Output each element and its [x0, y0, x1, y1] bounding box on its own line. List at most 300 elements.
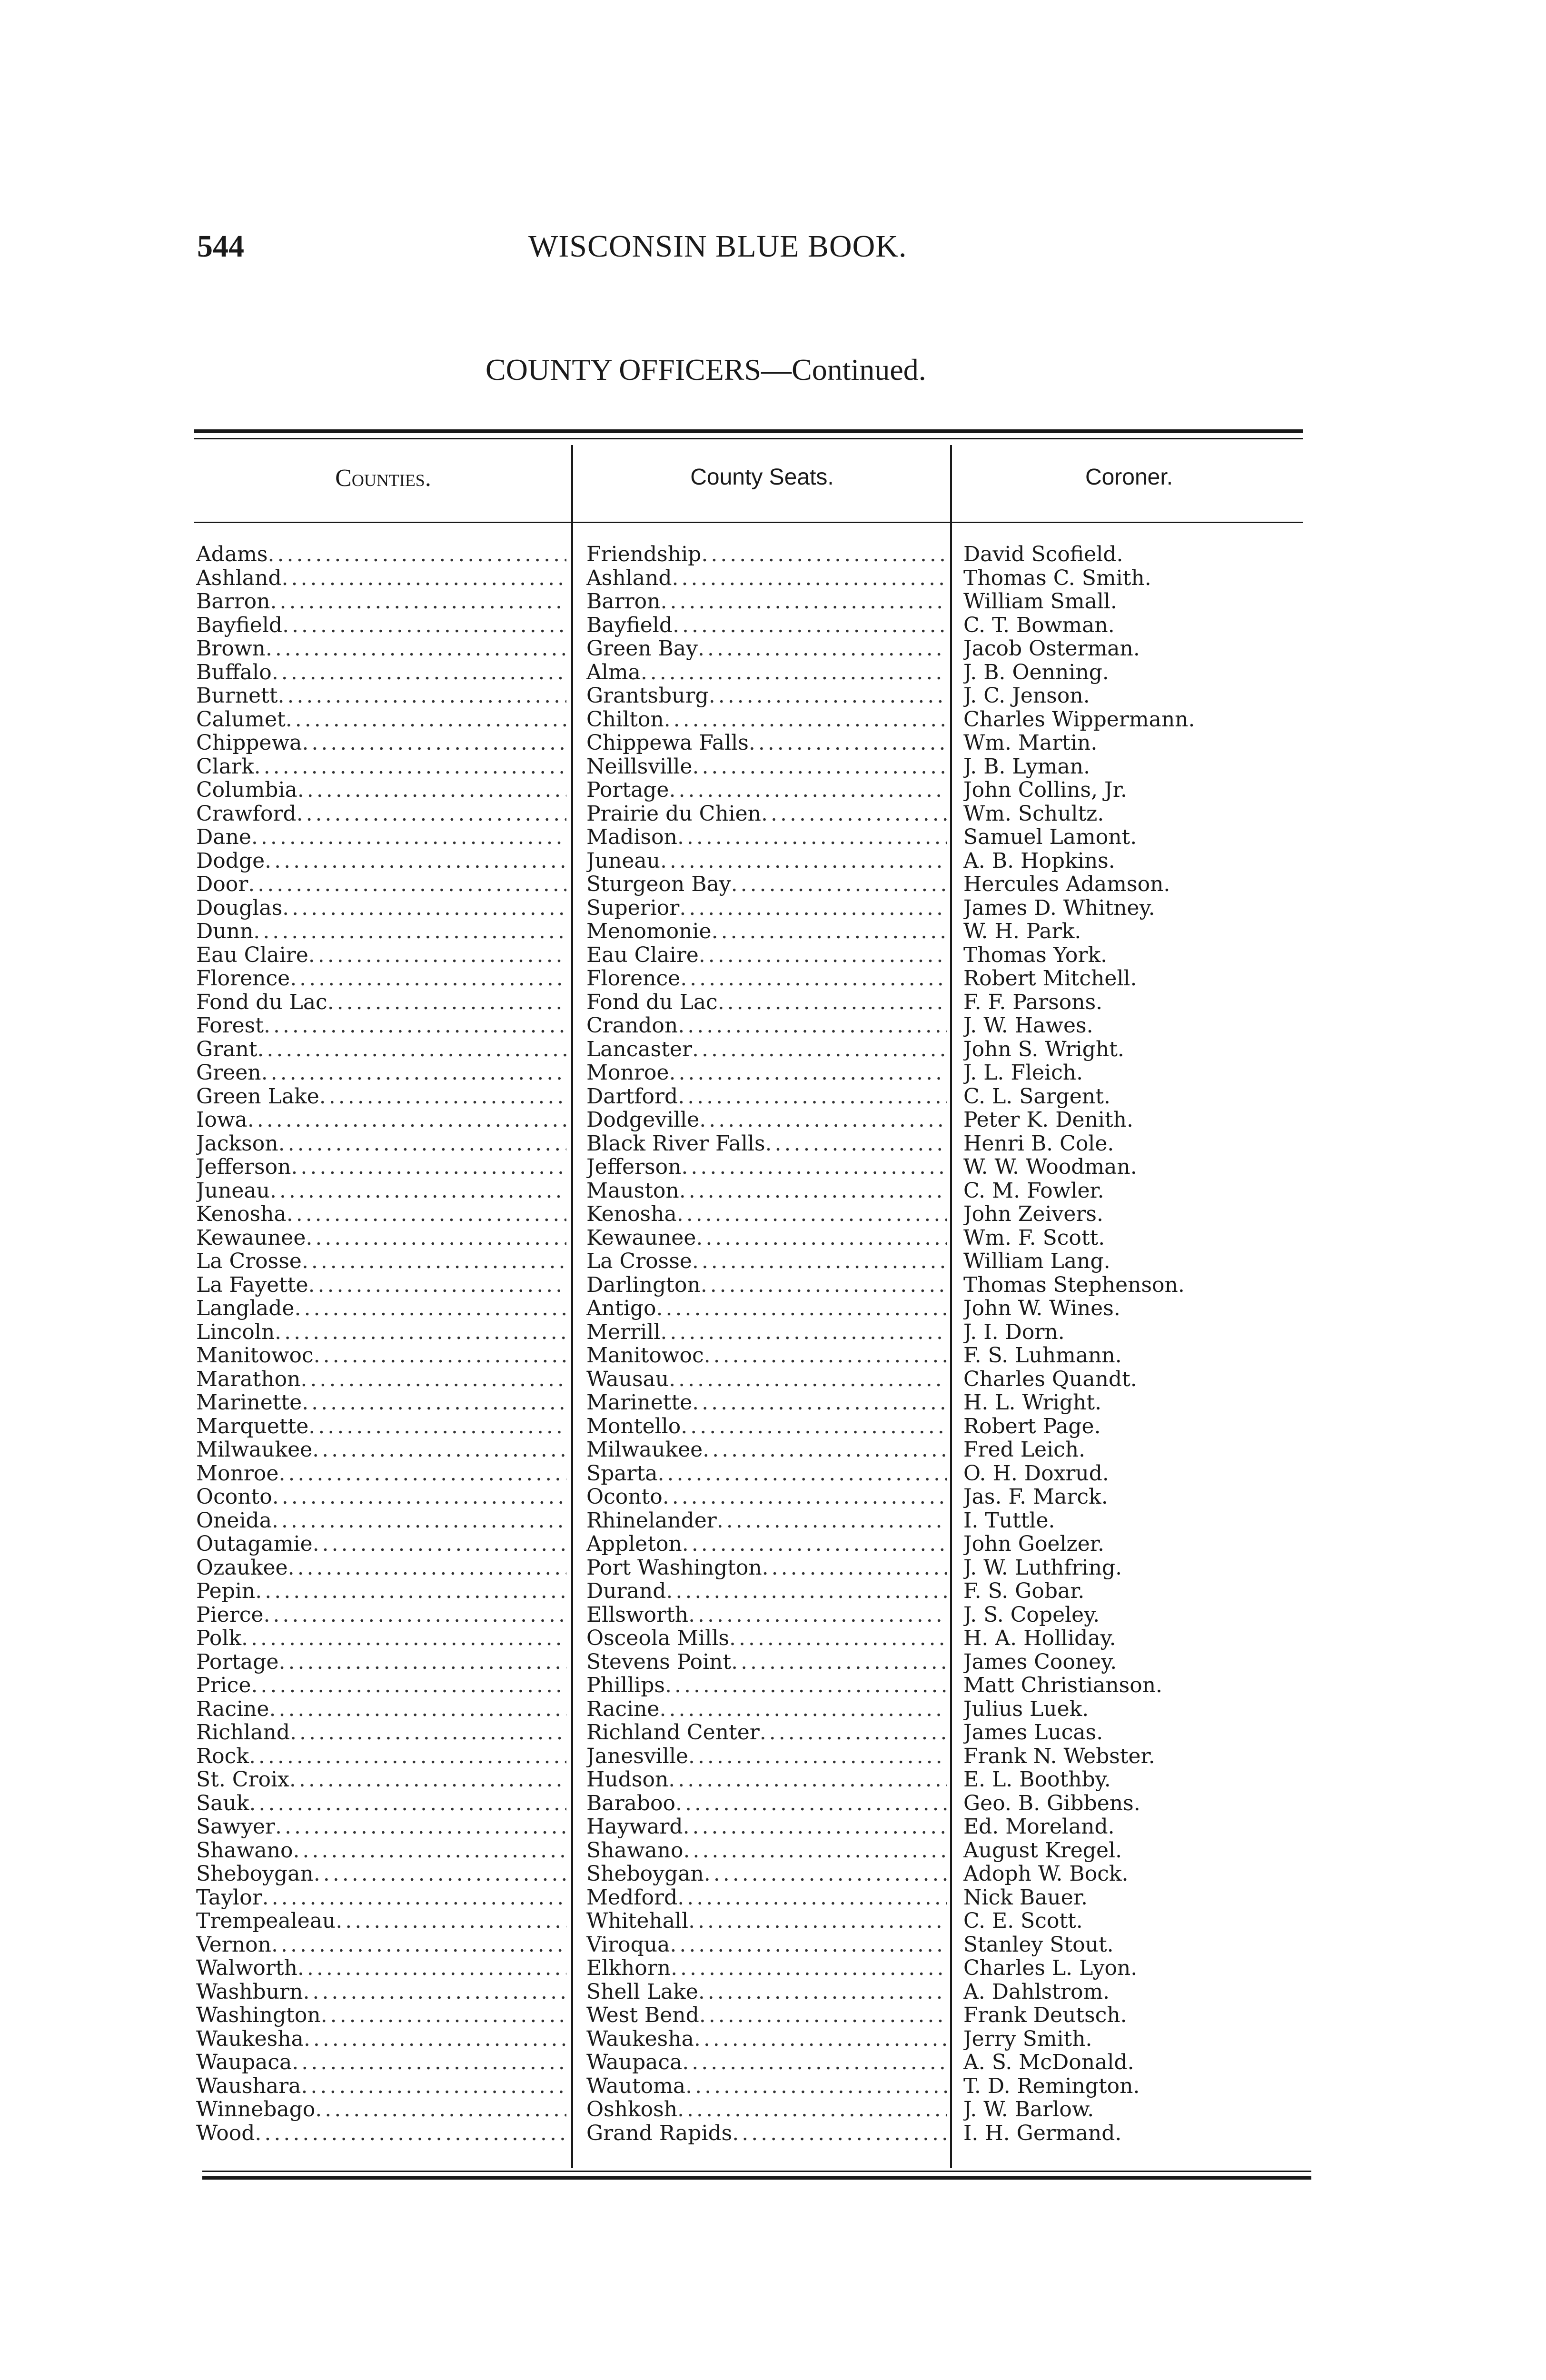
coroner-name: W. H. Park.: [963, 920, 1081, 943]
dot-leader: [672, 566, 947, 590]
county-seat-cell: [586, 1839, 947, 1863]
coroner-name: Julius Luek.: [963, 1697, 1089, 1721]
county-name-cell: [196, 1391, 566, 1415]
county-name: Marquette: [196, 1414, 309, 1438]
coroner-name-cell: [963, 1179, 1287, 1203]
table-row: [0, 2122, 1546, 2145]
county-name-cell: [196, 755, 566, 779]
dot-leader: [297, 1956, 566, 1980]
county-name: Adams: [196, 543, 268, 566]
county-name-cell: [196, 2003, 566, 2027]
county-seat: Madison: [586, 825, 677, 849]
dot-leader: [287, 1202, 566, 1226]
coroner-name: Ed. Moreland.: [963, 1815, 1115, 1839]
county-name: Dunn: [196, 920, 254, 943]
dot-leader: [669, 1061, 947, 1085]
county-seat: Oshkosh: [586, 2098, 678, 2122]
table-row: [0, 1038, 1546, 1061]
county-name: Fond du Lac: [196, 990, 327, 1014]
county-seat: Merrill: [586, 1320, 661, 1344]
coroner-name-cell: [963, 1815, 1287, 1839]
table-row: [0, 1108, 1546, 1132]
table-title: COUNTY OFFICERS—Continued.: [486, 353, 926, 387]
coroner-name: August Kregel.: [963, 1838, 1122, 1862]
dot-leader: [731, 1650, 947, 1674]
dot-leader: [658, 1462, 948, 1486]
county-name-cell: [196, 825, 566, 849]
coroner-name: James Lucas.: [963, 1721, 1103, 1745]
county-seat-cell: [586, 1674, 947, 1697]
county-seat-cell: [586, 849, 947, 873]
dot-leader: [641, 661, 947, 684]
county-name: Marinette: [196, 1391, 302, 1415]
dot-leader: [663, 1485, 947, 1509]
dot-leader: [688, 1603, 947, 1627]
dot-leader: [675, 1792, 947, 1815]
coroner-name-cell: [963, 1674, 1287, 1697]
county-name: Ozaukee: [196, 1556, 288, 1579]
dot-leader: [308, 943, 566, 967]
county-name: Monroe: [196, 1461, 279, 1485]
county-seat-cell: [586, 1556, 947, 1580]
coroner-name-cell: [963, 2074, 1287, 2098]
dot-leader: [300, 1368, 566, 1391]
coroner-name-cell: [963, 2098, 1287, 2122]
county-seat: Jefferson: [586, 1155, 682, 1179]
county-name: Bayfield: [196, 613, 283, 637]
dot-leader: [677, 825, 947, 849]
county-seat-cell: [586, 1297, 947, 1320]
table-row: [0, 1839, 1546, 1863]
coroner-name: H. L. Wright.: [963, 1391, 1102, 1415]
coroner-name-cell: [963, 2003, 1287, 2027]
coroner-name: J. B. Oenning.: [963, 660, 1109, 684]
county-seat-cell: [586, 1273, 947, 1297]
county-seat: Grand Rapids: [586, 2121, 733, 2145]
table-row: [0, 2003, 1546, 2027]
county-name: Juneau: [196, 1179, 270, 1202]
dot-leader: [679, 1179, 947, 1203]
table-row: [0, 2074, 1546, 2098]
table-row: [0, 1579, 1546, 1603]
county-name: La Fayette: [196, 1273, 308, 1297]
county-seat: Monroe: [586, 1061, 669, 1085]
dot-leader: [673, 614, 947, 637]
county-seat-cell: [586, 1061, 947, 1085]
table-row: [0, 1509, 1546, 1533]
table-body: [0, 543, 1546, 2145]
dot-leader: [765, 1132, 947, 1156]
county-seat: Durand: [586, 1579, 666, 1603]
dot-leader: [703, 1438, 947, 1462]
county-name: Door: [196, 873, 248, 896]
coroner-name-cell: [963, 1862, 1287, 1886]
table-row: [0, 873, 1546, 896]
county-name: Dodge: [196, 849, 265, 873]
coroner-name: J. L. Fleich.: [963, 1061, 1083, 1085]
coroner-name-cell: [963, 920, 1287, 943]
dot-leader: [761, 802, 947, 826]
county-name-cell: [196, 1862, 566, 1886]
dot-leader: [327, 991, 566, 1014]
county-seat: Sparta: [586, 1461, 658, 1485]
county-seat: Waupaca: [586, 2051, 683, 2074]
coroner-name: James D. Whitney.: [963, 896, 1155, 920]
county-seat-cell: [586, 1438, 947, 1462]
county-name: Waukesha: [196, 2027, 304, 2051]
county-name-cell: [196, 731, 566, 755]
coroner-name-cell: [963, 1108, 1287, 1132]
coroner-name-cell: [963, 1697, 1287, 1721]
dot-leader: [682, 1532, 947, 1556]
county-seat: Barron: [586, 590, 661, 614]
table-row: [0, 1626, 1546, 1650]
dot-leader: [670, 1933, 947, 1957]
dot-leader: [248, 1108, 566, 1132]
dot-leader: [685, 2074, 947, 2098]
county-name: Chippewa: [196, 731, 302, 755]
table-row: [0, 1862, 1546, 1886]
table-row: [0, 1250, 1546, 1273]
dot-leader: [694, 2027, 947, 2051]
coroner-name-cell: [963, 1886, 1287, 1910]
county-name-cell: [196, 543, 566, 566]
county-name: Barron: [196, 590, 270, 614]
county-name-cell: [196, 802, 566, 826]
county-seat-cell: [586, 1155, 947, 1179]
county-name: Forest: [196, 1014, 264, 1038]
dot-leader: [282, 614, 566, 637]
county-name-cell: [196, 1626, 566, 1650]
county-seat: Ellsworth: [586, 1603, 689, 1626]
dot-leader: [698, 1980, 947, 2004]
dot-leader: [731, 873, 947, 896]
table-row: [0, 802, 1546, 826]
county-name-cell: [196, 2122, 566, 2145]
coroner-name-cell: [963, 684, 1287, 708]
county-seat-cell: [586, 543, 947, 566]
table-row: [0, 1202, 1546, 1226]
county-name-cell: [196, 1297, 566, 1320]
coroner-name-cell: [963, 1579, 1287, 1603]
coroner-name: J. C. Jenson.: [963, 684, 1090, 708]
county-seat-cell: [586, 1650, 947, 1674]
coroner-name: J. W. Hawes.: [963, 1014, 1093, 1038]
county-name: Sheboygan: [196, 1862, 314, 1886]
dot-leader: [264, 1014, 566, 1038]
county-name: Sawyer: [196, 1815, 275, 1839]
county-seat: Racine: [586, 1697, 660, 1721]
table-row: [0, 637, 1546, 661]
coroner-name: F. F. Parsons.: [963, 990, 1103, 1014]
dot-leader: [272, 661, 566, 684]
dot-leader: [677, 1886, 947, 1910]
county-name-cell: [196, 1509, 566, 1533]
county-name-cell: [196, 873, 566, 896]
dot-leader: [659, 1697, 947, 1721]
county-name: Winnebago: [196, 2098, 316, 2122]
coroner-name: O. H. Doxrud.: [963, 1461, 1109, 1485]
coroner-name-cell: [963, 1344, 1287, 1368]
dot-leader: [709, 684, 947, 708]
county-name-cell: [196, 684, 566, 708]
dot-leader: [253, 920, 566, 943]
county-seat: Antigo: [586, 1297, 656, 1320]
dot-leader: [241, 1626, 566, 1650]
coroner-name-cell: [963, 755, 1287, 779]
county-seat: Stevens Point: [586, 1650, 732, 1674]
coroner-name-cell: [963, 1368, 1287, 1391]
county-seat: Phillips: [586, 1674, 665, 1697]
county-seat-cell: [586, 661, 947, 684]
county-name-cell: [196, 1085, 566, 1109]
table-row: [0, 1014, 1546, 1038]
coroner-name: J. S. Copeley.: [963, 1603, 1100, 1626]
dot-leader: [692, 1038, 947, 1061]
table-row: [0, 543, 1546, 566]
coroner-name-cell: [963, 967, 1287, 991]
coroner-name-cell: [963, 849, 1287, 873]
table-row: [0, 825, 1546, 849]
county-seat-cell: [586, 1509, 947, 1533]
coroner-name-cell: [963, 708, 1287, 732]
dot-leader: [677, 1202, 947, 1226]
coroner-name: Peter K. Denith.: [963, 1108, 1133, 1132]
table-row: [0, 590, 1546, 614]
dot-leader: [760, 1721, 947, 1745]
coroner-name-cell: [963, 802, 1287, 826]
county-seat-cell: [586, 2098, 947, 2122]
top-rule-thin: [194, 438, 1303, 439]
county-seat: Neillsville: [586, 754, 693, 778]
dot-leader: [297, 802, 566, 826]
county-name: Vernon: [196, 1933, 271, 1956]
coroner-name-cell: [963, 1768, 1287, 1792]
coroner-name: I. H. Germand.: [963, 2121, 1122, 2145]
running-title: WISCONSIN BLUE BOOK.: [528, 229, 907, 264]
county-seat: Lancaster: [586, 1037, 692, 1061]
table-row: [0, 1886, 1546, 1910]
county-name-cell: [196, 1438, 566, 1462]
county-name-cell: [196, 1014, 566, 1038]
coroner-name-cell: [963, 896, 1287, 920]
table-row: [0, 661, 1546, 684]
county-name: Buffalo: [196, 660, 272, 684]
table-row: [0, 684, 1546, 708]
dot-leader: [249, 1745, 566, 1768]
coroner-name: A. Dahlstrom.: [963, 1980, 1110, 2003]
coroner-name-cell: [963, 1485, 1287, 1509]
county-seat: Waukesha: [586, 2027, 694, 2051]
table-row: [0, 1815, 1546, 1839]
county-name-cell: [196, 1108, 566, 1132]
coroner-name-cell: [963, 637, 1287, 661]
county-name: Wood: [196, 2121, 255, 2145]
bottom-rule-thin: [202, 2171, 1311, 2172]
county-name: Burnett: [196, 684, 278, 708]
county-seat: Medford: [586, 1885, 678, 1909]
dot-leader: [696, 1226, 947, 1250]
county-seat-cell: [586, 2074, 947, 2098]
county-seat: Port Washington: [586, 1556, 762, 1579]
table-row: [0, 1556, 1546, 1580]
county-name-cell: [196, 637, 566, 661]
coroner-name: F. S. Gobar.: [963, 1579, 1085, 1603]
coroner-name-cell: [963, 1273, 1287, 1297]
county-seat-cell: [586, 755, 947, 779]
coroner-name: John S. Wright.: [963, 1037, 1124, 1061]
county-name-cell: [196, 2074, 566, 2098]
county-seat: Kewaunee: [586, 1226, 696, 1250]
table-row: [0, 1391, 1546, 1415]
coroner-name: Adoph W. Bock.: [963, 1862, 1129, 1886]
county-seat-cell: [586, 825, 947, 849]
coroner-name-cell: [963, 1839, 1287, 1863]
table-row: [0, 1485, 1546, 1509]
coroner-name-cell: [963, 1650, 1287, 1674]
county-seat-cell: [586, 1815, 947, 1839]
county-name: Price: [196, 1674, 251, 1697]
county-name-cell: [196, 1462, 566, 1486]
county-seat-cell: [586, 1179, 947, 1203]
coroner-name: Thomas Stephenson.: [963, 1273, 1185, 1297]
coroner-name-cell: [963, 1933, 1287, 1957]
county-seat: Black River Falls: [586, 1131, 765, 1155]
dot-leader: [717, 1509, 947, 1533]
county-name: Waushara: [196, 2074, 301, 2098]
coroner-name-cell: [963, 778, 1287, 802]
dot-leader: [255, 1579, 566, 1603]
county-name: Green Lake: [196, 1084, 319, 1108]
coroner-name-cell: [963, 1250, 1287, 1273]
coroner-name-cell: [963, 1297, 1287, 1320]
county-name-cell: [196, 1674, 566, 1697]
coroner-name: Geo. B. Gibbens.: [963, 1791, 1140, 1815]
county-seat-cell: [586, 1391, 947, 1415]
county-seat: Sheboygan: [586, 1862, 704, 1886]
dot-leader: [699, 1108, 947, 1132]
county-seat: Viroqua: [586, 1933, 670, 1956]
dot-leader: [312, 1438, 566, 1462]
table-row: [0, 1933, 1546, 1957]
coroner-name: Thomas C. Smith.: [963, 566, 1151, 590]
table-row: [0, 1909, 1546, 1933]
county-seat: Appleton: [586, 1532, 682, 1556]
county-seat-cell: [586, 731, 947, 755]
coroner-name-cell: [963, 2122, 1287, 2145]
dot-leader: [699, 943, 947, 967]
county-seat-cell: [586, 1462, 947, 1486]
county-seat-cell: [586, 1579, 947, 1603]
county-name-cell: [196, 1250, 566, 1273]
table-row: [0, 708, 1546, 732]
coroner-name-cell: [963, 1438, 1287, 1462]
county-seat-cell: [586, 1792, 947, 1815]
table-row: [0, 1132, 1546, 1156]
dot-leader: [262, 1886, 566, 1910]
dot-leader: [666, 1579, 947, 1603]
coroner-name-cell: [963, 590, 1287, 614]
coroner-name-cell: [963, 731, 1287, 755]
top-rule-thick: [194, 429, 1303, 433]
dot-leader: [304, 2027, 566, 2051]
table-row: [0, 1674, 1546, 1697]
dot-leader: [336, 1909, 566, 1933]
county-seat: Richland Center: [586, 1721, 760, 1745]
county-seat-cell: [586, 1202, 947, 1226]
county-seat: Ashland: [586, 566, 672, 590]
county-seat: Wausau: [586, 1367, 669, 1391]
county-name-cell: [196, 1579, 566, 1603]
county-seat-cell: [586, 1980, 947, 2004]
coroner-name-cell: [963, 1626, 1287, 1650]
county-name-cell: [196, 1839, 566, 1863]
county-name: Walworth: [196, 1956, 297, 1980]
dot-leader: [278, 1462, 566, 1486]
dot-leader: [278, 1650, 566, 1674]
county-name: Sauk: [196, 1791, 249, 1815]
dot-leader: [678, 1014, 947, 1038]
table-row: [0, 1273, 1546, 1297]
county-name-cell: [196, 1320, 566, 1344]
coroner-name: C. E. Scott.: [963, 1909, 1083, 1933]
table-row: [0, 731, 1546, 755]
county-name: Outagamie: [196, 1532, 313, 1556]
county-seat-cell: [586, 802, 947, 826]
county-seat: Mauston: [586, 1179, 679, 1202]
county-name-cell: [196, 1650, 566, 1674]
coroner-name-cell: [963, 1532, 1287, 1556]
county-name: Columbia: [196, 778, 297, 802]
coroner-name: Charles Wippermann.: [963, 707, 1195, 731]
county-name-cell: [196, 566, 566, 590]
county-name-cell: [196, 1155, 566, 1179]
table-row: [0, 1462, 1546, 1486]
coroner-name: John Goelzer.: [963, 1532, 1104, 1556]
county-seat: Oconto: [586, 1485, 663, 1509]
county-seat-cell: [586, 1532, 947, 1556]
dot-leader: [701, 543, 947, 566]
dot-leader: [275, 1815, 566, 1839]
coroner-name: A. B. Hopkins.: [963, 849, 1115, 873]
county-seat: Rhinelander: [586, 1508, 717, 1532]
dot-leader: [302, 731, 566, 755]
coroner-name-cell: [963, 1721, 1287, 1745]
dot-leader: [255, 2122, 566, 2145]
column-header-coroner: Coroner.: [1085, 465, 1173, 490]
dot-leader: [251, 1674, 566, 1697]
county-name: Shawano: [196, 1838, 293, 1862]
county-name: Pepin: [196, 1579, 256, 1603]
county-name: St. Croix: [196, 1768, 289, 1792]
column-header-counties: Counties.: [335, 465, 431, 492]
county-seat: Crandon: [586, 1014, 678, 1038]
county-seat: Hayward: [586, 1815, 683, 1839]
coroner-name-cell: [963, 991, 1287, 1014]
county-name: Dane: [196, 825, 251, 849]
coroner-name: John Collins, Jr.: [963, 778, 1127, 802]
county-name: Langlade: [196, 1297, 295, 1320]
county-name: Jackson: [196, 1131, 278, 1155]
county-name: Lincoln: [196, 1320, 275, 1344]
coroner-name: C. L. Sargent.: [963, 1084, 1110, 1108]
coroner-name: J. W. Luthfring.: [963, 1556, 1122, 1579]
dot-leader: [301, 2074, 566, 2098]
dot-leader: [302, 1250, 566, 1273]
coroner-name: Charles L. Lyon.: [963, 1956, 1138, 1980]
coroner-name: Fred Leich.: [963, 1438, 1086, 1462]
county-seat-cell: [586, 1697, 947, 1721]
